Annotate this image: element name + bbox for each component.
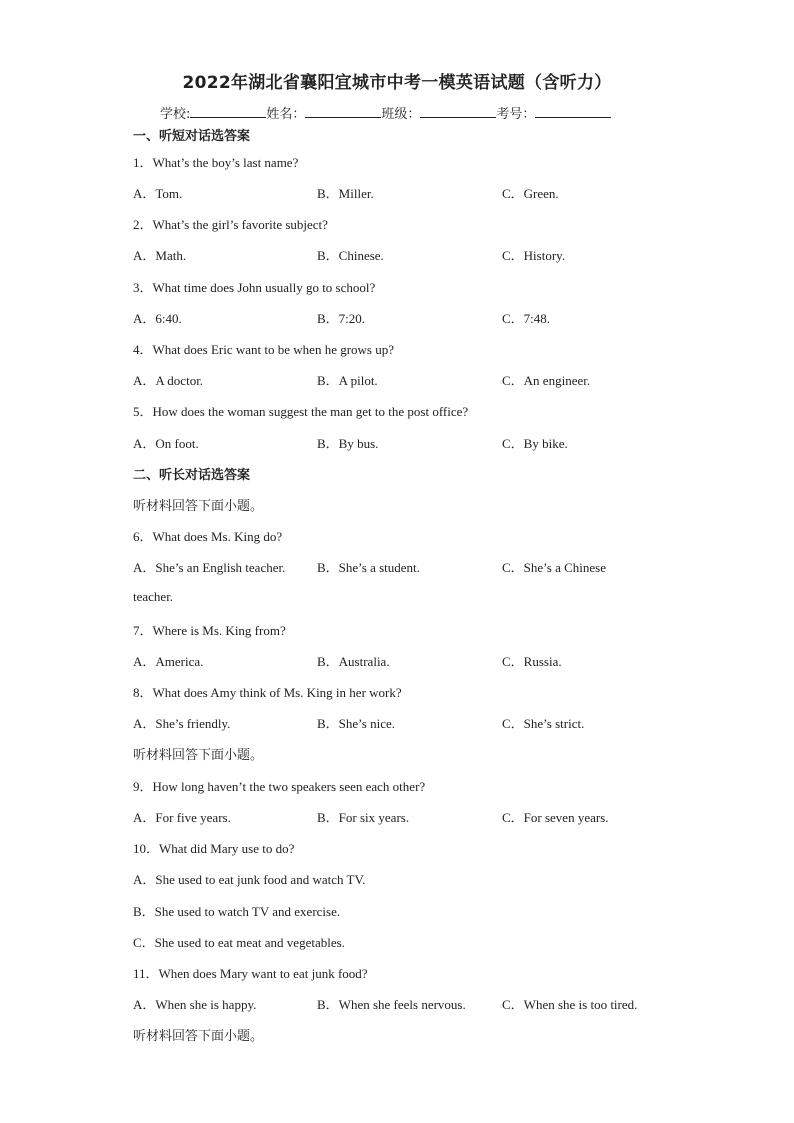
question-8-stem: 8．What does Amy think of Ms. King in her work? bbox=[133, 685, 402, 700]
section-heading-1: 一、听短对话选答案 bbox=[133, 129, 251, 144]
q6-option-c: C．She’s a Chinese bbox=[502, 560, 606, 575]
question-11-stem: 11．When does Mary want to eat junk food? bbox=[133, 966, 368, 981]
exam-no-blank[interactable] bbox=[535, 105, 611, 118]
q1-option-a: A．Tom. bbox=[133, 186, 183, 201]
q10-option-a: A．She used to eat junk food and watch TV. bbox=[133, 872, 366, 887]
q7-option-c: C．Russia. bbox=[502, 654, 562, 669]
class-label: 班级： bbox=[381, 107, 421, 122]
q4-option-c: C．An engineer. bbox=[502, 373, 591, 388]
q2-option-c: C．History. bbox=[502, 248, 566, 263]
listen-instruction: 听材料回答下面小题。 bbox=[133, 748, 264, 763]
q10-option-b: B．She used to watch TV and exercise. bbox=[133, 904, 341, 919]
question-6-stem: 6．What does Ms. King do? bbox=[133, 529, 283, 544]
question-3-stem: 3．What time does John usually go to school? bbox=[133, 280, 376, 295]
q8-option-c: C．She’s strict. bbox=[502, 716, 585, 731]
q4-option-a: A．A doctor. bbox=[133, 373, 204, 388]
q4-option-b: B．A pilot. bbox=[317, 373, 378, 388]
question-2-stem: 2．What’s the girl’s favorite subject? bbox=[133, 217, 328, 232]
q11-option-c: C．When she is too tired. bbox=[502, 997, 638, 1012]
q11-option-a: A．When she is happy. bbox=[133, 997, 257, 1012]
class-blank[interactable] bbox=[420, 105, 496, 118]
q8-option-b: B．She’s nice. bbox=[317, 716, 395, 731]
q11-option-b: B．When she feels nervous. bbox=[317, 997, 466, 1012]
student-info-line bbox=[160, 103, 611, 122]
question-9-stem: 9．How long haven’t the two speakers seen each other? bbox=[133, 779, 426, 794]
q6-option-b: B．She’s a student. bbox=[317, 560, 420, 575]
q1-option-b: B．Miller. bbox=[317, 186, 374, 201]
q8-option-a: A．She’s friendly. bbox=[133, 716, 231, 731]
q6-option-c-continued: teacher. bbox=[133, 589, 174, 604]
question-7-stem: 7．Where is Ms. King from? bbox=[133, 623, 286, 638]
listen-instruction: 听材料回答下面小题。 bbox=[133, 499, 264, 514]
q10-option-c: C．She used to eat meat and vegetables. bbox=[133, 935, 345, 950]
exam-no-label: 考号： bbox=[496, 107, 536, 122]
question-10-stem: 10．What did Mary use to do? bbox=[133, 841, 295, 856]
q5-option-c: C．By bike. bbox=[502, 436, 568, 451]
name-blank[interactable] bbox=[305, 105, 381, 118]
q9-option-b: B．For six years. bbox=[317, 810, 410, 825]
section-heading-2: 二、听长对话选答案 bbox=[133, 468, 251, 483]
q3-option-b: B．7:20. bbox=[317, 311, 366, 326]
school-label: 学校: bbox=[160, 107, 191, 122]
page-title: 2022年湖北省襄阳宜城市中考一模英语试题（含听力） bbox=[182, 73, 612, 93]
q3-option-a: A．6:40. bbox=[133, 311, 182, 326]
name-label: 姓名： bbox=[266, 107, 306, 122]
q1-option-c: C．Green. bbox=[502, 186, 559, 201]
listen-instruction: 听材料回答下面小题。 bbox=[133, 1029, 264, 1044]
q7-option-b: B．Australia. bbox=[317, 654, 390, 669]
question-5-stem: 5．How does the woman suggest the man get to the post office? bbox=[133, 404, 469, 419]
q6-option-a: A．She’s an English teacher. bbox=[133, 560, 286, 575]
q3-option-c: C．7:48. bbox=[502, 311, 551, 326]
q7-option-a: A．America. bbox=[133, 654, 204, 669]
question-1-stem: 1．What’s the boy’s last name? bbox=[133, 155, 299, 170]
q9-option-a: A．For five years. bbox=[133, 810, 231, 825]
q2-option-a: A．Math. bbox=[133, 248, 187, 263]
q5-option-b: B．By bus. bbox=[317, 436, 379, 451]
q5-option-a: A．On foot. bbox=[133, 436, 199, 451]
q2-option-b: B．Chinese. bbox=[317, 248, 384, 263]
school-blank[interactable] bbox=[190, 105, 266, 118]
q9-option-c: C．For seven years. bbox=[502, 810, 609, 825]
question-4-stem: 4．What does Eric want to be when he grows up? bbox=[133, 342, 395, 357]
